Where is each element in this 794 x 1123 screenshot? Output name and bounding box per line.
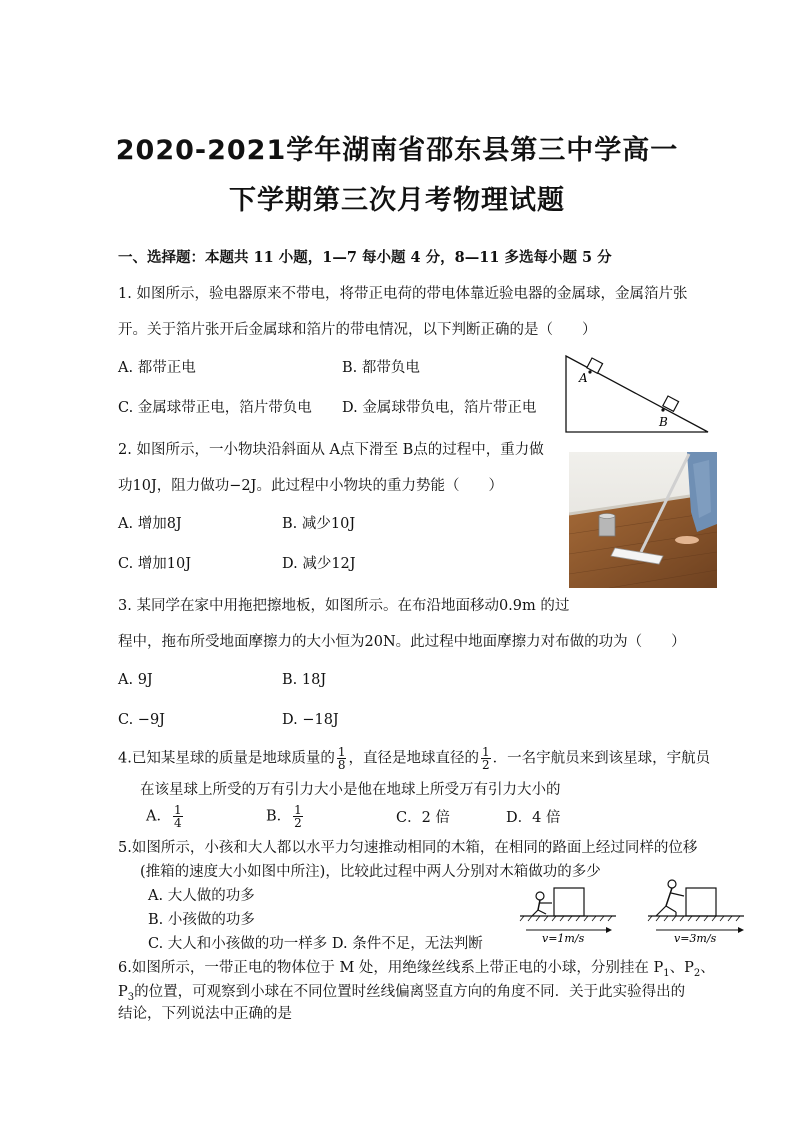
velocity-label-child: v=1m/s (542, 932, 585, 945)
section-heading: 一、选择题：本题共 11 小题，1—7 每小题 4 分，8—11 多选每小题 5 分 (118, 249, 612, 266)
q3-option-a: A. 9J (118, 672, 153, 688)
point-b-dot (661, 408, 664, 411)
q2-stem-line2: 功10J，阻力做功−2J。此过程中小物块的重力势能（ ） (118, 478, 503, 494)
velocity-label-adult: v=3m/s (674, 932, 717, 945)
q3-option-b: B. 18J (282, 672, 327, 688)
mop-photo (569, 452, 717, 588)
q3-option-d: D. −18J (282, 712, 339, 728)
q3-option-c: C. −9J (118, 712, 165, 728)
q3-stem-line1: 3. 某同学在家中用拖把擦地板，如图所示。在布沿地面移动0.9m 的过 (118, 598, 570, 614)
q2-option-b: B. 减少10J (282, 516, 356, 532)
q4-stem-line2: 在该星球上所受的万有引力大小是他在地球上所受万有引力大小的 (140, 782, 561, 798)
label-a: A (579, 371, 588, 385)
q2-option-a: A. 增加8J (118, 516, 182, 532)
q4-stem-post: ．一名宇航员来到该星球，宇航员 (492, 750, 711, 767)
q4-stem-mid: ，直径是地球直径的 (348, 750, 479, 767)
page-title-line2: 下学期第三次月考物理试题 (229, 185, 565, 216)
q2-option-d: D. 减少12J (282, 556, 356, 572)
q4-stem-line1 (118, 746, 710, 771)
q5-option-c-d: C. 大人和小孩做的功一样多 D. 条件不足，无法判断 (148, 936, 483, 952)
incline-figure (560, 350, 716, 440)
q6-stem-line3: 结论，下列说法中正确的是 (118, 1006, 292, 1022)
q4-option-b: B． $\frac{1}{2}$ (266, 803, 302, 830)
q2-option-c: C. 增加10J (118, 556, 192, 572)
q1-stem-line1: 1. 如图所示，验电器原来不带电，将带正电荷的带电体靠近验电器的金属球，金属箔片张 (118, 286, 688, 302)
label-b: B (659, 415, 668, 429)
page-title-line1: 2020-2021学年湖南省邵东县第三中学高一 (115, 135, 679, 166)
q1-stem-line2: 开。关于箔片张开后金属球和箔片的带电情况，以下判断正确的是（ ） (118, 322, 597, 338)
q6-stem-line2: $P_3$的位置，可观察到小球在不同位置时丝线偏离竖直方向的角度不同．关于此实验得出的 (118, 984, 686, 1003)
q1-option-b: B. 都带负电 (342, 360, 420, 376)
q4-option-d: D．4 倍 (506, 810, 561, 826)
q4-option-a: A． $\frac{1}{4}$ (146, 803, 182, 830)
q5-stem-line2: (推箱的速度大小如图中所注)，比较此过程中两人分别对木箱做功的多少 (140, 864, 601, 880)
box-left (554, 888, 584, 916)
box-right (686, 888, 716, 916)
q1-option-a: A. 都带正电 (118, 360, 196, 376)
q4-option-c: C．2 倍 (396, 810, 450, 826)
push-figure (516, 876, 748, 948)
q4-stem-pre: 4.已知某星球的质量是地球质量的 (118, 750, 335, 767)
q2-stem-line1: 2. 如图所示，一小物块沿斜面从 A点下滑至 B点的过程中，重力做 (118, 442, 544, 458)
adult-pusher (656, 880, 684, 916)
q6-stem-line1: 6.如图所示，一带正电的物体位于 M 处，用绝缘丝线系上带正电的小球，分别挂在 $P_1$、$P_2$、 (118, 960, 715, 979)
q5-option-b: B. 小孩做的功多 (148, 912, 255, 928)
q5-stem-line1: 5.如图所示，小孩和大人都以水平力匀速推动相同的木箱，在相同的路面上经过同样的位移 (118, 840, 698, 856)
q1-option-c: C. 金属球带正电，箔片带负电 (118, 400, 312, 416)
point-a-dot (588, 370, 591, 373)
q1-option-d: D. 金属球带负电，箔片带正电 (342, 400, 537, 416)
child-pusher (532, 892, 552, 916)
q4-fraction-mass: $\frac{1}{8}$ (337, 745, 346, 772)
q5-option-a: A. 大人做的功多 (148, 888, 255, 904)
q3-stem-line2: 程中，拖布所受地面摩擦力的大小恒为20N。此过程中地面摩擦力对布做的功为（ ） (118, 634, 686, 650)
q4-fraction-diameter: $\frac{1}{2}$ (481, 745, 490, 772)
